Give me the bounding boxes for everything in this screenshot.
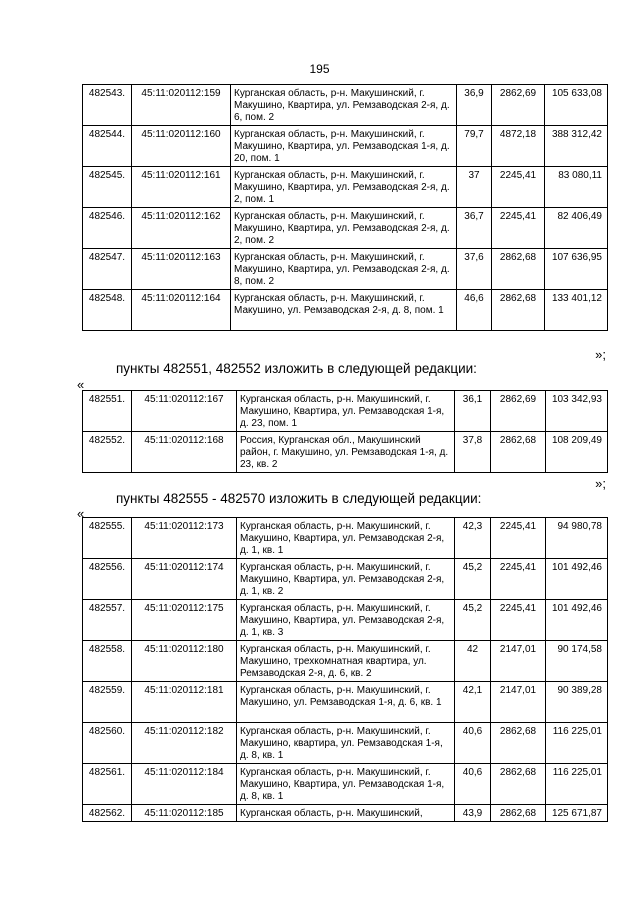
address: Курганская область, р-н. Макушинский, г. Макушино, Квартира, ул. Ремзаводская 2-я, д. 1, кв. 1 — [237, 518, 455, 559]
cadastral-number: 45:11:020112:175 — [132, 600, 237, 641]
area: 79,7 — [457, 126, 492, 167]
area: 37 — [457, 167, 492, 208]
area: 40,6 — [455, 764, 491, 805]
area: 36,9 — [457, 85, 492, 126]
opening-quote: « — [77, 506, 85, 521]
cadastral-value: 90 389,28 — [546, 682, 608, 723]
cadastral-value: 94 980,78 — [546, 518, 608, 559]
rate: 2245,41 — [491, 600, 546, 641]
property-table-1 — [82, 84, 608, 331]
cadastral-value: 101 492,46 — [546, 559, 608, 600]
cadastral-number: 45:11:020112:180 — [132, 641, 237, 682]
row-number: 482562. — [83, 805, 132, 822]
table-row — [83, 682, 608, 723]
row-number: 482556. — [83, 559, 132, 600]
rate: 2862,68 — [491, 805, 546, 822]
area: 36,1 — [455, 391, 491, 432]
address: Курганская область, р-н. Макушинский, г. Макушино, Квартира, ул. Ремзаводская 2-я, д. 1, кв. 2 — [237, 559, 455, 600]
cadastral-value: 103 342,93 — [546, 391, 608, 432]
area: 42,3 — [455, 518, 491, 559]
rate: 2862,68 — [492, 290, 545, 331]
address: Курганская область, р-н. Макушинский, г. Макушино, Квартира, ул. Ремзаводская 2-я, д. 2, пом. 2 — [231, 208, 457, 249]
cadastral-value: 133 401,12 — [545, 290, 608, 331]
closing-quote: »; — [595, 347, 606, 362]
address: Курганская область, р-н. Макушинский, г. Макушино, Квартира, ул. Ремзаводская 1-я, д. 20, пом. 1 — [231, 126, 457, 167]
table-row — [83, 85, 608, 126]
cadastral-value: 82 406,49 — [545, 208, 608, 249]
address: Курганская область, р-н. Макушинский, — [237, 805, 455, 822]
row-number: 482548. — [83, 290, 132, 331]
rate: 4872,18 — [492, 126, 545, 167]
area: 37,8 — [455, 432, 491, 473]
table-row — [83, 126, 608, 167]
table-row — [83, 723, 608, 764]
cadastral-number: 45:11:020112:162 — [132, 208, 231, 249]
cadastral-value: 125 671,87 — [546, 805, 608, 822]
rate: 2862,69 — [491, 391, 546, 432]
cadastral-number: 45:11:020112:161 — [132, 167, 231, 208]
amendment-instruction: пункты 482551, 482552 изложить в следующей редакции: — [116, 361, 477, 376]
row-number: 482559. — [83, 682, 132, 723]
table-row — [83, 600, 608, 641]
rate: 2862,68 — [491, 432, 546, 473]
area: 36,7 — [457, 208, 492, 249]
row-number: 482558. — [83, 641, 132, 682]
table-row — [83, 167, 608, 208]
page-number: 195 — [309, 62, 330, 76]
area: 37,6 — [457, 249, 492, 290]
table-row — [83, 518, 608, 559]
cadastral-value: 107 636,95 — [545, 249, 608, 290]
rate: 2245,41 — [492, 208, 545, 249]
row-number: 482545. — [83, 167, 132, 208]
rate: 2862,68 — [492, 249, 545, 290]
cadastral-number: 45:11:020112:168 — [132, 432, 237, 473]
cadastral-number: 45:11:020112:184 — [132, 764, 237, 805]
cadastral-number: 45:11:020112:164 — [132, 290, 231, 331]
address: Курганская область, р-н. Макушинский, г. Макушино, Квартира, ул. Ремзаводская 2-я, д. 2, пом. 1 — [231, 167, 457, 208]
cadastral-value: 388 312,42 — [545, 126, 608, 167]
table-row — [83, 290, 608, 331]
cadastral-value: 83 080,11 — [545, 167, 608, 208]
property-table-3 — [82, 517, 608, 822]
cadastral-number: 45:11:020112:167 — [132, 391, 237, 432]
row-number: 482561. — [83, 764, 132, 805]
cadastral-value: 105 633,08 — [545, 85, 608, 126]
cadastral-number: 45:11:020112:182 — [132, 723, 237, 764]
rate: 2862,68 — [491, 723, 546, 764]
table-row — [83, 805, 608, 822]
cadastral-number: 45:11:020112:185 — [132, 805, 237, 822]
amendment-instruction: пункты 482555 - 482570 изложить в следующей редакции: — [116, 491, 482, 506]
cadastral-number: 45:11:020112:181 — [132, 682, 237, 723]
area: 42,1 — [455, 682, 491, 723]
row-number: 482552. — [83, 432, 132, 473]
rate: 2862,69 — [492, 85, 545, 126]
address: Курганская область, р-н. Макушинский, г. Макушино, Квартира, ул. Ремзаводская 2-я, д. 8, пом. 2 — [231, 249, 457, 290]
address: Курганская область, р-н. Макушинский, г. Макушино, ул. Ремзаводская 2-я, д. 8, пом. 1 — [231, 290, 457, 331]
table-row — [83, 559, 608, 600]
closing-quote: »; — [595, 476, 606, 491]
table-row — [83, 764, 608, 805]
cadastral-value: 116 225,01 — [546, 764, 608, 805]
row-number: 482544. — [83, 126, 132, 167]
row-number: 482560. — [83, 723, 132, 764]
opening-quote: « — [77, 377, 85, 392]
address: Курганская область, р-н. Макушинский, г. Макушино, Квартира, ул. Ремзаводская 2-я, д. 6, пом. 2 — [231, 85, 457, 126]
cadastral-value: 101 492,46 — [546, 600, 608, 641]
rate: 2245,41 — [491, 559, 546, 600]
address: Курганская область, р-н. Макушинский, г. Макушино, ул. Ремзаводская 1-я, д. 6, кв. 1 — [237, 682, 455, 723]
address: Курганская область, р-н. Макушинский, г. Макушино, трехкомнатная квартира, ул. Ремзаводская 2-я, д. 6, кв. 2 — [237, 641, 455, 682]
row-number: 482551. — [83, 391, 132, 432]
area: 40,6 — [455, 723, 491, 764]
rate: 2245,41 — [491, 518, 546, 559]
rate: 2147,01 — [491, 682, 546, 723]
table-row — [83, 432, 608, 473]
row-number: 482557. — [83, 600, 132, 641]
cadastral-number: 45:11:020112:159 — [132, 85, 231, 126]
address: Россия, Курганская обл., Макушинский район, г. Макушино, ул. Ремзаводская 1-я, д. 23, кв. 2 — [237, 432, 455, 473]
area: 42 — [455, 641, 491, 682]
cadastral-number: 45:11:020112:163 — [132, 249, 231, 290]
address: Курганская область, р-н. Макушинский, г. Макушино, Квартира, ул. Ремзаводская 1-я, д. 23, пом. 1 — [237, 391, 455, 432]
cadastral-number: 45:11:020112:160 — [132, 126, 231, 167]
area: 45,2 — [455, 559, 491, 600]
area: 43,9 — [455, 805, 491, 822]
cadastral-value: 108 209,49 — [546, 432, 608, 473]
rate: 2862,68 — [491, 764, 546, 805]
table-row — [83, 641, 608, 682]
row-number: 482546. — [83, 208, 132, 249]
cadastral-value: 116 225,01 — [546, 723, 608, 764]
address: Курганская область, р-н. Макушинский, г. Макушино, Квартира, ул. Ремзаводская 1-я, д. 8, кв. 1 — [237, 764, 455, 805]
area: 46,6 — [457, 290, 492, 331]
rate: 2245,41 — [492, 167, 545, 208]
property-table-2 — [82, 390, 608, 473]
table-row — [83, 249, 608, 290]
table-row — [83, 391, 608, 432]
area: 45,2 — [455, 600, 491, 641]
address: Курганская область, р-н. Макушинский, г. Макушино, квартира, ул. Ремзаводская 1-я, д. 8, кв. 1 — [237, 723, 455, 764]
row-number: 482547. — [83, 249, 132, 290]
cadastral-value: 90 174,58 — [546, 641, 608, 682]
row-number: 482555. — [83, 518, 132, 559]
row-number: 482543. — [83, 85, 132, 126]
table-row — [83, 208, 608, 249]
address: Курганская область, р-н. Макушинский, г. Макушино, Квартира, ул. Ремзаводская 2-я, д. 1, кв. 3 — [237, 600, 455, 641]
cadastral-number: 45:11:020112:173 — [132, 518, 237, 559]
rate: 2147,01 — [491, 641, 546, 682]
cadastral-number: 45:11:020112:174 — [132, 559, 237, 600]
